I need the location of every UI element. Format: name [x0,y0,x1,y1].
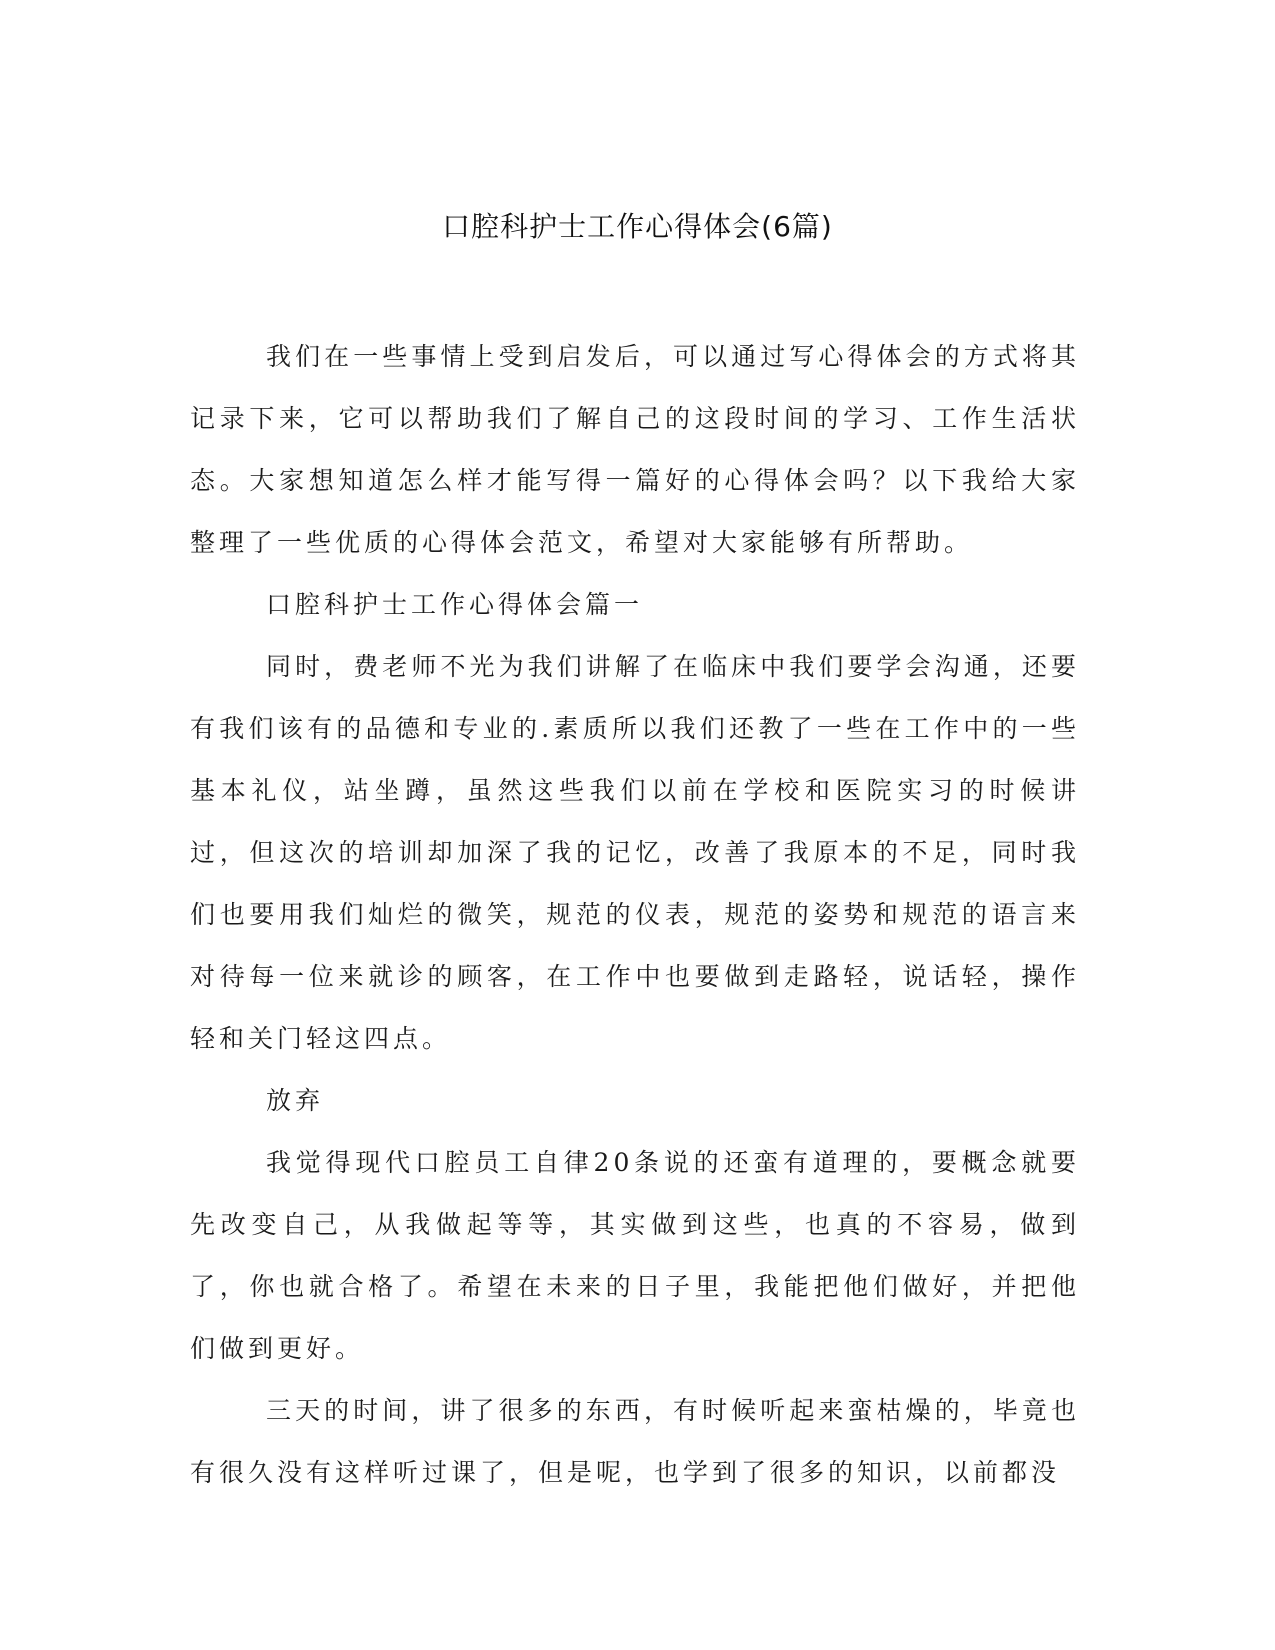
document-title: 口腔科护士工作心得体会(6篇) [442,210,833,243]
paragraph-training: 同时，费老师不光为我们讲解了在临床中我们要学会沟通，还要有我们该有的品德和专业的.素质所以我们还教了一些在工作中的一些基本礼仪，站坐蹲，虽然这些我们以前在学校和医院实习的时候讲过，但这次的培训却加深了我的记忆，改善了我原本的不足，同时我们也要用我们灿烂的微笑，规范的仪表，规范的姿势和规范的语言来对待每一位来就诊的顾客，在工作中也要做到走路轻，说话轻，操作轻和关门轻这四点。 [190,652,1080,1053]
document-body [190,326,1080,1504]
section-heading-1: 口腔科护士工作心得体会篇一 [266,590,644,619]
paragraph-three-days: 三天的时间，讲了很多的东西，有时候听起来蛮枯燥的，毕竟也有很久没有这样听过课了，但是呢，也学到了很多的知识，以前都没 [190,1396,1080,1487]
paragraph-intro: 我们在一些事情上受到启发后，可以通过写心得体会的方式将其记录下来，它可以帮助我们了解自己的这段时间的学习、工作生活状态。大家想知道怎么样才能写得一篇好的心得体会吗？以下我给大家整理了一些优质的心得体会范文，希望对大家能够有所帮助。 [190,342,1080,557]
section-heading-giveup: 放弃 [266,1086,325,1115]
paragraph-self-discipline: 我觉得现代口腔员工自律20条说的还蛮有道理的，要概念就要先改变自己，从我做起等等，其实做到这些，也真的不容易，做到了，你也就合格了。希望在未来的日子里，我能把他们做好，并把他们做到更好。 [190,1148,1080,1363]
